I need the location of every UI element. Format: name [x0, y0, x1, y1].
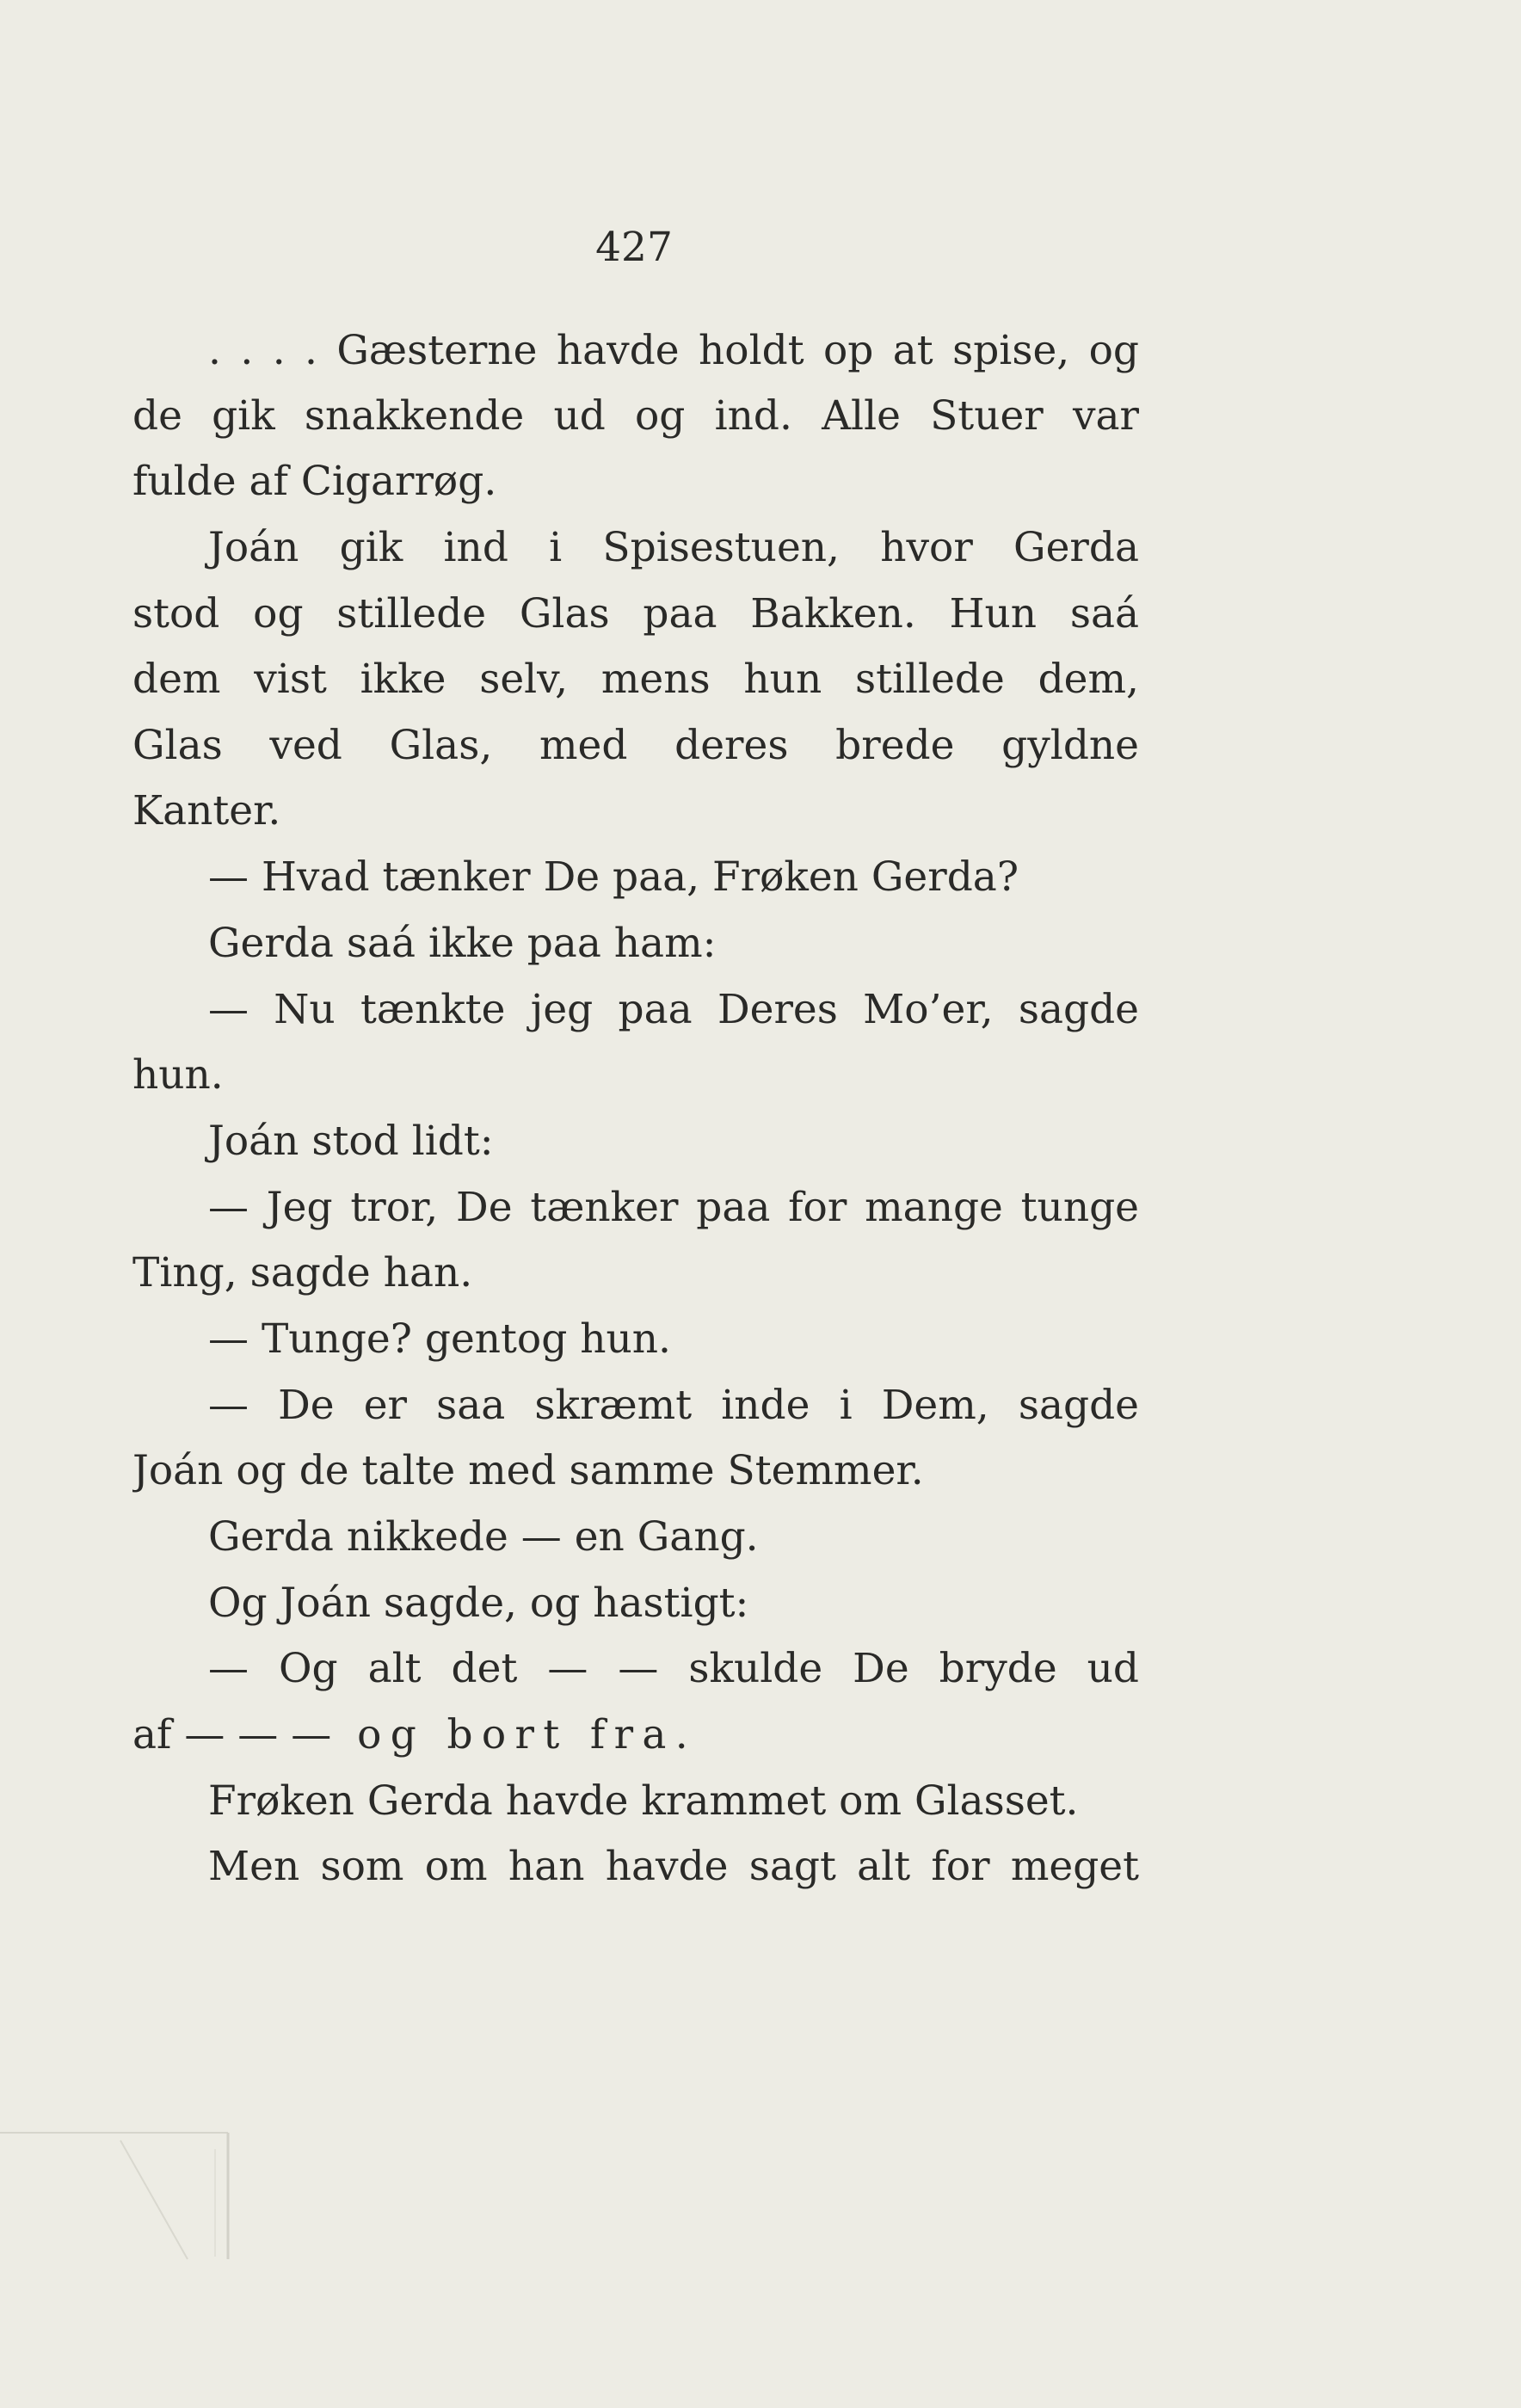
text-fragment: af — — —	[132, 1711, 332, 1758]
text-line: fulde af Cigarrøg.	[132, 458, 497, 505]
text-line: Joán gik ind i Spisestuen, hvor Gerda	[208, 524, 1139, 571]
text-line: dem vist ikke selv, mens hun stillede dem,	[132, 656, 1139, 703]
text-line: stod og stillede Glas paa Bakken. Hun saá	[132, 590, 1139, 637]
text-line: — Jeg tror, De tænker paa for mange tunge	[208, 1184, 1139, 1231]
page-number: 427	[595, 224, 673, 271]
text-line: Og Joán sagde, og hastigt:	[208, 1580, 749, 1627]
text-line: Gerda saá ikke paa ham:	[208, 920, 717, 967]
text-line: Joán stod lidt:	[208, 1118, 494, 1165]
text-line: — Tunge? gentog hun.	[208, 1315, 671, 1363]
paper-crease-mark	[0, 2132, 232, 2261]
text-line: . . . . Gæsterne havde holdt op at spise, og	[208, 327, 1139, 374]
text-line: hun.	[132, 1051, 224, 1099]
text-line: Gerda nikkede — en Gang.	[208, 1513, 759, 1561]
text-line: Frøken Gerda havde krammet om Glasset.	[208, 1777, 1079, 1825]
text-line: Ting, sagde han.	[132, 1249, 473, 1296]
text-line: Joán og de talte med samme Stemmer.	[132, 1447, 924, 1494]
text-line: — Nu tænkte jeg paa Deres Mo’er, sagde	[208, 986, 1139, 1033]
text-line	[132, 1703, 1139, 1768]
text-line: Kanter.	[132, 787, 281, 834]
spaced-text: og bort fra.	[357, 1711, 698, 1758]
text-line: de gik snakkende ud og ind. Alle Stuer var	[132, 392, 1139, 440]
text-line: — Og alt det — — skulde De bryde ud	[208, 1645, 1139, 1692]
text-line: Glas ved Glas, med deres brede gyldne	[132, 722, 1139, 769]
text-line: — Hvad tænker De paa, Frøken Gerda?	[208, 853, 1019, 901]
text-line: Men som om han havde sagt alt for meget	[208, 1843, 1139, 1890]
text-line: — De er saa skræmt inde i Dem, sagde	[208, 1382, 1139, 1429]
